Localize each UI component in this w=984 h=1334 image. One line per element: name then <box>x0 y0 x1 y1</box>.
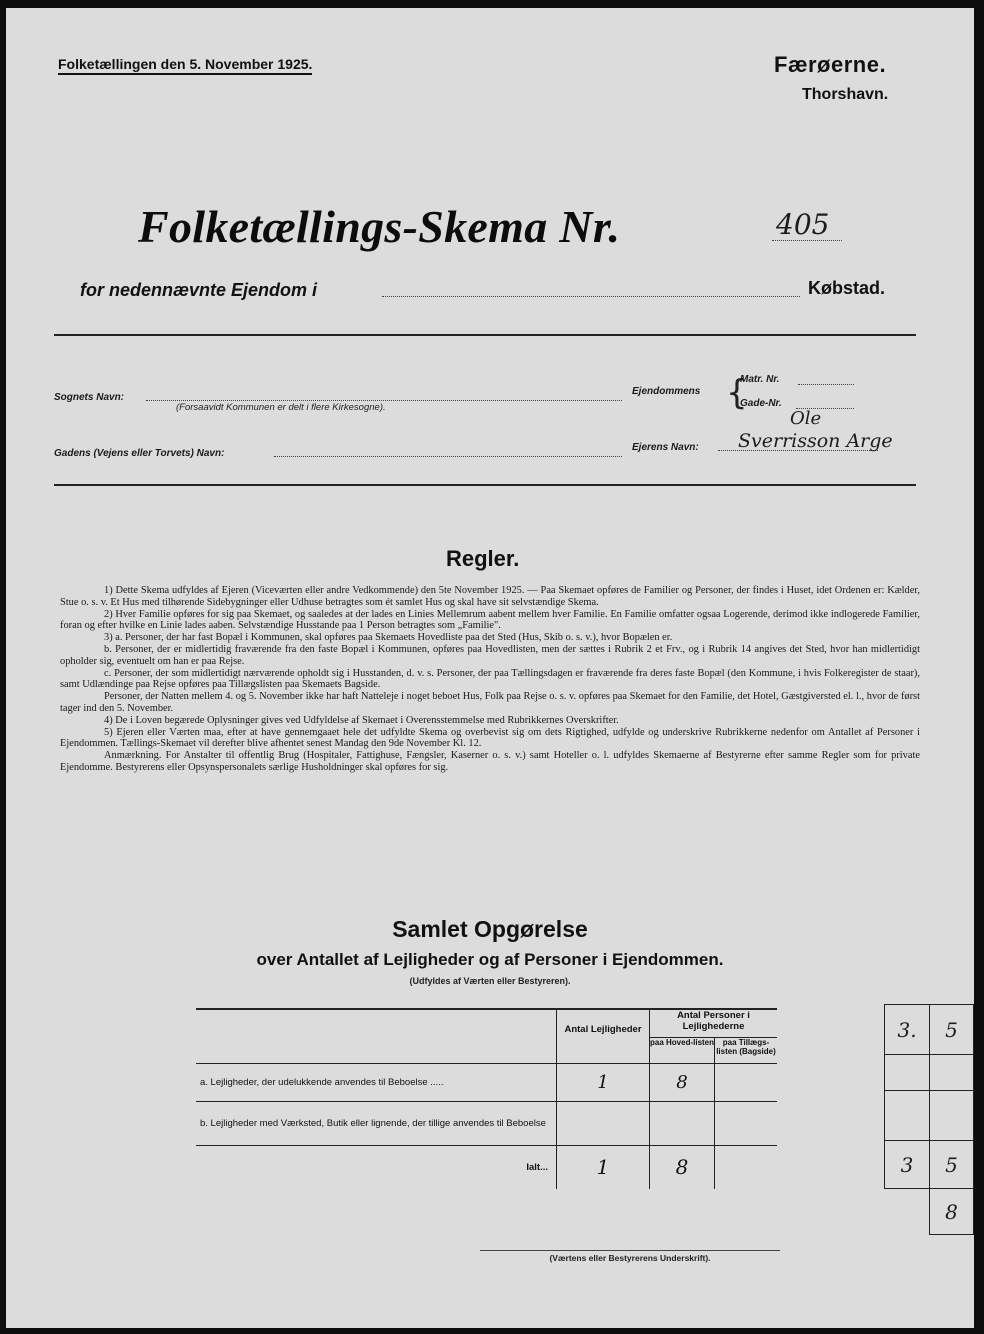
total-label: Ialt... <box>196 1145 557 1189</box>
total-supp-cell[interactable] <box>715 1145 778 1189</box>
row-b-supp-cell[interactable] <box>715 1101 778 1145</box>
row-a-label: a. Lejligheder, der udelukkende anvendes til Beboelse ..... <box>196 1063 557 1101</box>
rules-title: Regler. <box>446 546 520 571</box>
form-subtitle: for nedennævnte Ejendom i <box>80 280 318 300</box>
gade-label: Gade-Nr. <box>740 398 782 409</box>
census-date-heading: Folketællingen den 5. November 1925. <box>58 56 312 75</box>
property-label: Ejendommens <box>632 386 701 397</box>
tally-r4c1: 3 <box>885 1141 930 1189</box>
col-apartments-header: Antal Lejligheder <box>557 1009 650 1063</box>
row-a-apartments-cell[interactable]: 1 <box>557 1063 650 1101</box>
street-label: Gadens (Vejens eller Torvets) Navn: <box>54 448 225 459</box>
schema-number-handwritten: 405 <box>776 208 830 241</box>
rule-paragraph: 1) Dette Skema udfyldes af Ejeren (Viceværten eller andre Vedkommende) den 5te November 1925. — Paa Skemaet opføres de Familier og Personer, der findes i Huset, idet Ordenen er: Kælder, Stue o. s. v. Et Hus med tilhørende Sidebygninger eller Udhuse betragtes som ét samlet Hus og skal have sit selvstændige Skema. <box>60 585 920 608</box>
tally-r1c2: 5 <box>930 1005 974 1055</box>
row-a-supp-cell[interactable] <box>715 1063 778 1101</box>
signature-line[interactable] <box>480 1250 780 1251</box>
summary-note: (Udfyldes af Værten eller Bestyreren). <box>409 976 571 986</box>
form-title: Folketællings-Skema Nr. <box>138 201 621 252</box>
divider-top <box>54 334 916 336</box>
rule-paragraph: 5) Ejeren eller Værten maa, efter at have gennemgaaet hele det udfyldte Skema og overbevist sig om dets Rigtighed, udfylde og underskrive Rubrikkerne nedenfor om Antallet af Personer i Ejendommen. Tællings-Skemaet vil derefter blive afhentet senest Mandag den 9de November Kl. 12. <box>60 726 920 750</box>
schema-number-line <box>772 240 842 241</box>
row-b-main-cell[interactable] <box>650 1101 715 1145</box>
summary-table <box>196 1008 777 1189</box>
col-persons-header: Antal Personer i Lejlighederne <box>650 1009 778 1037</box>
brace-icon: { <box>726 373 748 413</box>
rule-paragraph: 2) Hver Familie opføres for sig paa Skemaet, og saaledes at der lades en Linies Mellemrum aabent mellem hver Familie. En Familie omfatter ogsaa Logerende, derimod ikke indlogerede Familier, foran og efter hvilke en Linie lades aaben. Selvstændige Husstande paa 1 Person betragtes som „Familie". <box>60 608 920 632</box>
signature-label: (Værtens eller Bestyrerens Underskrift). <box>549 1253 711 1263</box>
tally-r4c2: 5 <box>930 1141 974 1189</box>
matr-label: Matr. Nr. <box>740 374 780 385</box>
region-heading: Færøerne. <box>774 52 887 77</box>
row-a-main-cell[interactable]: 8 <box>650 1063 715 1101</box>
owner-label: Ejerens Navn: <box>632 442 699 453</box>
total-main-cell[interactable]: 8 <box>650 1145 715 1189</box>
parish-field[interactable] <box>146 400 622 401</box>
right-tally-box <box>884 1004 974 1235</box>
rule-paragraph: c. Personer, der som midlertidigt nærværende opholdt sig i Husstanden, d. v. s. Personer, der paa Tællingsdagen er fraværende fra deres faste Bopæl (den Kommune, i hvis Folkeregister de staar), samt Udlændinge paa Rejse opføres paa Tillægslisten paa Skemaets Bagside. <box>60 667 920 691</box>
owner-surname-handwritten: Sverrisson Arge <box>738 430 893 452</box>
row-b-label: b. Lejligheder med Værksted, Butik eller lignende, der tillige anvendes til Beboelse <box>196 1101 557 1145</box>
row-b-apartments-cell[interactable] <box>557 1101 650 1145</box>
summary-title: Samlet Opgørelse <box>392 916 588 942</box>
col-main-list-header: paa Hoved-listen <box>650 1037 715 1063</box>
col-supp-list-header: paa Tillægs-listen (Bagside) <box>715 1037 778 1063</box>
census-form-page <box>6 8 974 1328</box>
kobstad-label: Købstad. <box>808 278 886 298</box>
rule-paragraph: b. Personer, der er midlertidig fraværende fra den faste Bopæl i Kommunen, opføres paa Hovedlisten, men der sættes i Rubrik 2 et Frv., og i Rubrik 14 angives det Sted, hvor han midlertidigt opholder sig, eventuelt om han er paa Rejse. <box>60 643 920 667</box>
summary-subtitle: over Antallet af Lejligheder og af Personer i Ejendommen. <box>256 950 724 969</box>
tally-r1c1: 3. <box>885 1005 930 1055</box>
rule-paragraph: 4) De i Loven begærede Oplysninger gives ved Udfyldelse af Skemaet i Overensstemmelse med Rubrikkernes Overskrifter. <box>104 714 619 726</box>
divider-middle <box>54 484 916 486</box>
tally-r5c2: 8 <box>930 1189 974 1235</box>
street-field[interactable] <box>274 456 622 457</box>
rules-body <box>60 585 920 774</box>
town-heading: Thorshavn. <box>802 86 889 103</box>
matr-field[interactable] <box>798 384 854 385</box>
owner-first-name-handwritten: Ole <box>790 408 822 429</box>
parish-note: (Forsaavidt Kommunen er delt i flere Kirkesogne). <box>176 402 386 413</box>
property-dotted-line <box>382 296 800 297</box>
parish-label: Sognets Navn: <box>54 392 125 403</box>
rule-paragraph: Personer, der Natten mellem 4. og 5. November ikke har haft Natteleje i noget beboet Hus, Folk paa Rejse o. s. v. opføres paa Skemaet for den Familie, det Hotel, Gæstgiversted el. l., hvor de først tager ind den 5. November. <box>60 691 920 714</box>
total-apartments-cell[interactable]: 1 <box>557 1145 650 1189</box>
rule-paragraph: 3) a. Personer, der har fast Bopæl i Kommunen, skal opføres paa Skemaets Hovedliste paa det Sted (Hus, Skib o. s. v.), hvor Bopælen er. <box>104 632 673 644</box>
rule-paragraph: Anmærkning. For Anstalter til offentlig Brug (Hospitaler, Fattighuse, Fængsler, Kaserner o. s. v.) samt Hoteller o. l. udfyldes Skemaerne af Bestyrerne efter samme Regler som for private Ejendomme. Bestyrerens eller Opsynspersonalets særlige Husholdninger skal opføres for sig. <box>60 750 920 773</box>
